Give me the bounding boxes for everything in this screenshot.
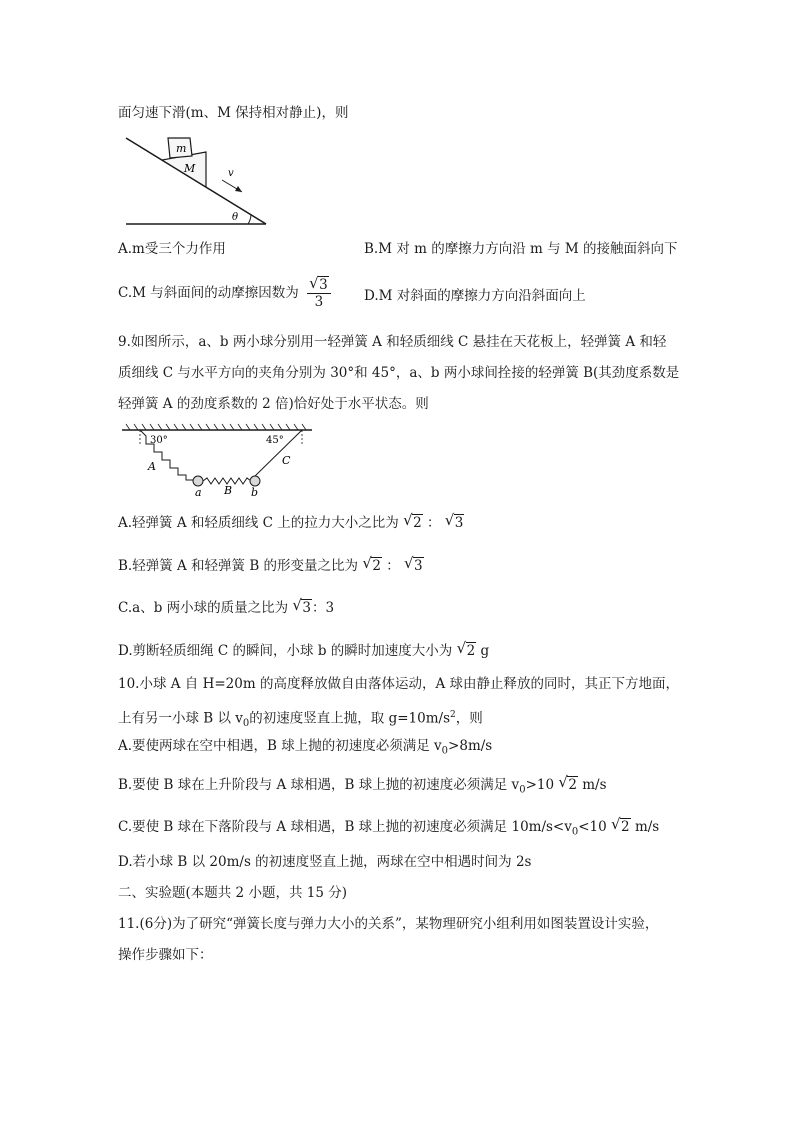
q9-label-b: b — [251, 486, 259, 498]
q9-angle-45: 45° — [266, 435, 284, 446]
q9-option-c: C.a、b 两小球的质量之比为 √ 3：3 — [118, 596, 335, 616]
q8-label-theta: θ — [232, 212, 239, 223]
q10-option-c: C.要使 B 球在下落阶段与 A 球相遇，B 球上抛的初速度必须满足 $10m/s<v_0<10$ √ 2 m/s — [118, 815, 660, 838]
q8-option-b: B.M 对 m 的摩擦力方向沿 m 与 M 的接触面斜向下 — [364, 241, 678, 257]
q8-incline-figure — [118, 132, 268, 230]
q9-angle-30: 30° — [150, 435, 168, 446]
q9-spring-figure — [118, 420, 314, 498]
q8-label-v: v — [228, 168, 234, 179]
q8-option-c-text: C.M 与斜面间的动摩擦因数为 — [118, 285, 299, 301]
q8-label-M: M — [184, 162, 196, 175]
q8-option-c-numerator: 3 — [319, 277, 328, 293]
q9-stem-line2: 质细线 C 与水平方向的夹角分别为 30°和 45°，a、b 两小球间拴接的轻弹簧 B(其劲度系数是 — [118, 365, 680, 381]
q9-option-b: B.轻弹簧 A 和轻弹簧 B 的形变量之比为 √ 2 ： √ 3 — [118, 554, 423, 574]
q9-label-B: B — [224, 484, 233, 497]
q10-option-b: B.要使 B 球在上升阶段与 A 球相遇，B 球上抛的初速度必须满足 $v_0>10$ √ 2 m/s — [118, 773, 607, 796]
q9-option-d: D.剪断轻质细绳 C 的瞬间，小球 b 的瞬时加速度大小为 √ 2 g — [118, 639, 490, 659]
q9-label-C: C — [282, 454, 291, 467]
q9-label-A: A — [148, 460, 156, 473]
q8-label-m: m — [176, 142, 187, 155]
q8-option-c — [118, 274, 335, 310]
q10-option-a: A.要使两球在空中相遇，B 球上抛的初速度必须满足 $v_0>8m/s$ — [118, 738, 493, 757]
q10-option-d: D.若小球 B 以 20m/s 的初速度竖直上抛，两球在空中相遇时间为 2s — [118, 854, 532, 870]
section-2-title: 二、实验题(本题共 2 小题，共 15 分) — [118, 885, 347, 901]
q11-stem-line1: 11.(6分)为了研究“弹簧长度与弹力大小的关系”，某物理研究小组利用如图装置设计实验， — [118, 916, 659, 932]
q9-option-a: A.轻弹簧 A 和轻质细线 C 上的拉力大小之比为 √ 2 ： √ 3 — [118, 511, 464, 531]
q8-option-c-fraction: √ 3 3 — [307, 277, 331, 310]
q8-option-d: D.M 对斜面的摩擦力方向沿斜面向上 — [364, 288, 586, 304]
q8-option-c-denominator: 3 — [314, 294, 324, 310]
q9-stem-line3: 轻弹簧 A 的劲度系数的 2 倍)恰好处于水平状态。则 — [118, 396, 429, 412]
q9-label-a: a — [195, 486, 202, 498]
q10-stem-line1: 10.小球 A 自 H=20m 的高度释放做自由落体运动，A 球由静止释放的同时，其正下方地面， — [118, 676, 679, 692]
q10-stem-line2: 上有另一小球 B 以 $v_0$的初速度竖直上抛，取 $g=10m/s^2$，则 — [118, 710, 483, 730]
q9-stem-line1: 9.如图所示，a、b 两小球分别用一轻弹簧 A 和轻质细线 C 悬挂在天花板上，轻弹簧 A 和轻 — [118, 334, 667, 350]
q8-option-a: A.m受三个力作用 — [118, 241, 226, 257]
q8-stem: 面匀速下滑(m、M 保持相对静止)，则 — [118, 105, 349, 121]
q11-stem-line2: 操作步骤如下： — [118, 947, 213, 963]
